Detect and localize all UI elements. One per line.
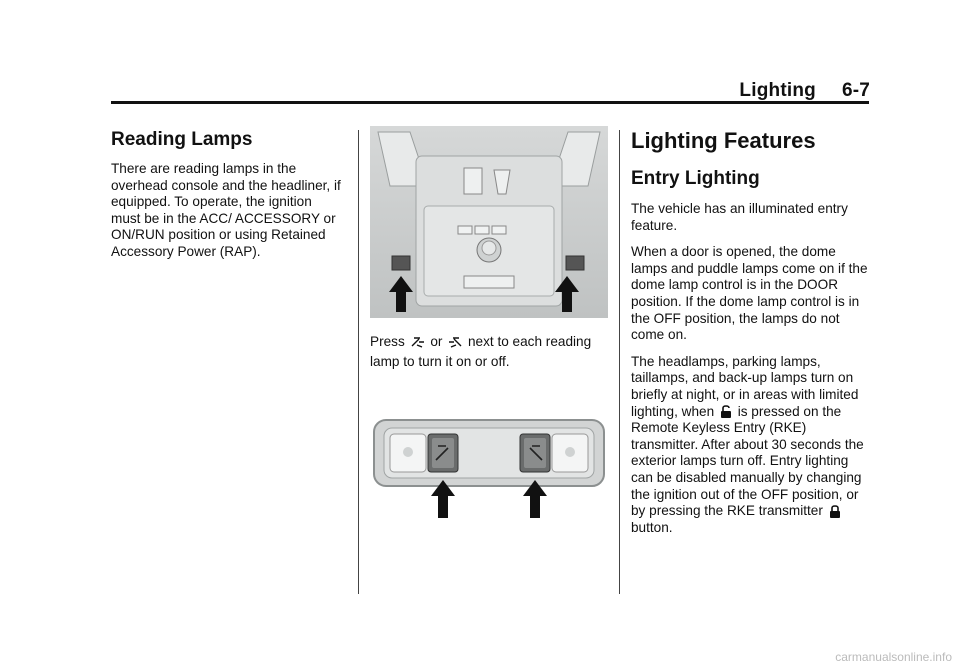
section-title: Lighting [739,80,816,101]
column-divider-2 [619,130,620,594]
watermark: carmanualsonline.info [835,650,952,664]
overhead-console-figure [370,126,608,318]
lighting-features-title: Lighting Features [631,128,816,153]
lock-icon [829,505,841,519]
column-reading-lamps [111,126,341,271]
page-header [739,80,870,102]
entry-lighting-p2: When a door is opened, the dome lamps and puddle lamps come on if the dome lamp control is in the DOOR position. If the dome lamp control is in the OFF position, the lamps do not come on. [631,244,868,343]
reading-lamps-text: There are reading lamps in the overhead console and the headliner, if equipped. To operate, the ignition must be in the ACC/ ACCESSORY or ON/RUN position or using Retained Accessory Power (RAP). [111,161,341,259]
column-lighting-features [631,126,871,546]
press-instruction: Press or next to each reading lamp to turn it on or off. [370,334,592,369]
entry-lighting-heading: Entry Lighting [631,168,760,189]
reading-lamp-right-icon [448,336,462,348]
unlock-icon [720,405,732,419]
entry-lighting-p1: The vehicle has an illuminated entry feature. [631,201,848,233]
reading-lamp-left-icon [411,336,425,348]
entry-lighting-p3: The headlamps, parking lamps, taillamps, and back-up lamps turn on briefly at night, or in areas with limited lighting, when is pressed on the Remote Keyless Entry (RKE) transmitter. After about 30 seconds the exterior lamps turn off. Entry lighting can be disabled manually by changing the ignition out of the OFF position, or by pressing the RKE transmitter button. [631,353,864,535]
header-rule [111,101,869,104]
reading-lamps-heading: Reading Lamps [111,129,253,150]
column-divider-1 [358,130,359,594]
reading-lamp-switches-figure [370,394,608,524]
page-number: 6-7 [841,80,870,101]
column-figures [370,126,608,524]
